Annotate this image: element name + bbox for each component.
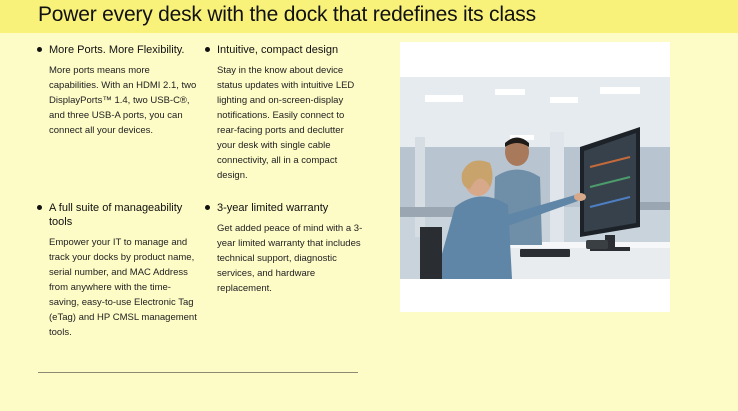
bullet-icon [37,205,42,210]
page-title: Power every desk with the dock that redefines its class [38,3,536,26]
feature-manageability [37,201,197,340]
bullet-icon [37,47,42,52]
feature-title [205,43,363,57]
feature-title [37,201,197,229]
feature-title-text: More Ports. More Flexibility. [49,44,185,56]
feature-body: More ports means more capabilities. With an HDMI 2.1, two DisplayPorts™ 1.4, two USB-C®, and three USB-A ports, you can connect all your devices. [49,65,197,136]
feature-warranty [205,201,363,296]
photo-frame [400,42,670,312]
office-photo [400,77,670,279]
feature-body: Stay in the know about device status updates with intuitive LED lighting and on-screen-display notifications. Easily connect to rear-facing ports and declutter your desk with single cable connectivity, all in a compact design. [217,65,355,181]
feature-title-text: A full suite of manageability tools [49,202,183,228]
header-banner [0,0,738,33]
feature-title-text: 3-year limited warranty [217,202,329,214]
feature-body: Empower your IT to manage and track your docks by product name, serial number, and MAC Address from anywhere with the time-saving, easy-to-use Electronic Tag (eTag) and HP CMSL management tools. [49,237,197,338]
bullet-icon [205,47,210,52]
feature-title-text: Intuitive, compact design [217,44,339,56]
bullet-icon [205,205,210,210]
feature-body: Get added peace of mind with a 3-year limited warranty that includes technical support, diagnostic services, and hardware replacement. [217,223,363,294]
divider [38,372,358,373]
feature-title [205,201,363,215]
feature-design [205,43,363,183]
feature-title [37,43,197,57]
feature-ports [37,43,197,138]
